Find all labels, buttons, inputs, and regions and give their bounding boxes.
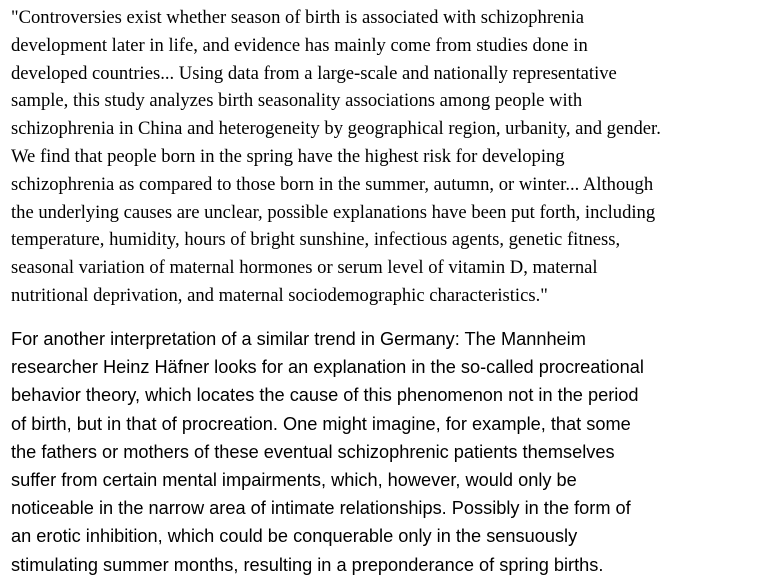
quote-line: developed countries... Using data from a large-scale and nationally representative (11, 62, 617, 84)
commentary-line: For another interpretation of a similar trend in Germany: The Mannheim (11, 329, 586, 349)
commentary-line: the fathers or mothers of these eventual schizophrenic patients themselves (11, 441, 615, 462)
commentary-paragraph (11, 325, 759, 579)
quote-line: "Controversies exist whether season of birth is associated with schizophrenia (11, 7, 585, 28)
quote-line: temperature, humidity, hours of bright sunshine, infectious agents, genetic fitness, (11, 229, 621, 251)
quote-line: schizophrenia in China and heterogeneity by geographical region, urbanity, and gender. (11, 118, 661, 140)
quote-line: development later in life, and evidence has mainly come from studies done in (11, 34, 588, 56)
quote-line: nutritional deprivation, and maternal sociodemographic characteristics." (11, 284, 548, 306)
commentary-line: stimulating summer months, resulting in a preponderance of spring births. (11, 554, 604, 575)
commentary-line: behavior theory, which locates the cause of this phenomenon not in the period (11, 385, 639, 406)
quote-line: We find that people born in the spring have the highest risk for developing (11, 145, 565, 167)
quote-line: schizophrenia as compared to those born in the summer, autumn, or winter... Although (11, 173, 654, 195)
commentary-line: of birth, but in that of procreation. One might imagine, for example, that some (11, 413, 631, 434)
quoted-study-paragraph (11, 4, 759, 310)
commentary-line: suffer from certain mental impairments, which, however, would only be (11, 470, 577, 491)
commentary-line: researcher Heinz Häfner looks for an explanation in the so-called procreational (11, 357, 644, 378)
quote-line: sample, this study analyzes birth seasonality associations among people with (11, 90, 583, 112)
commentary-line: noticeable in the narrow area of intimate relationships. Possibly in the form of (11, 498, 631, 519)
quote-line: seasonal variation of maternal hormones or serum level of vitamin D, maternal (11, 257, 598, 279)
commentary-line: an erotic inhibition, which could be conquerable only in the sensuously (11, 526, 578, 547)
quote-line: the underlying causes are unclear, possible explanations have been put forth, including (11, 201, 656, 223)
